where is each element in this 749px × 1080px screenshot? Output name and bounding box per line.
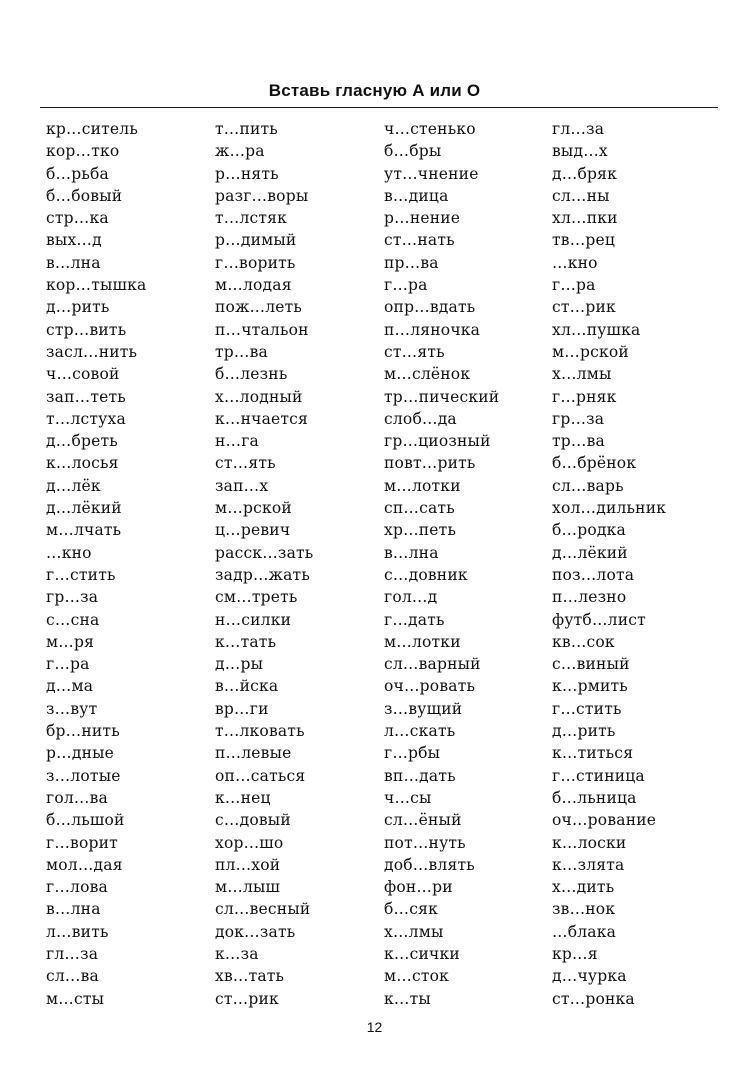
word-item: ж…ра	[215, 142, 265, 161]
word-item: г…рбы	[384, 744, 441, 763]
word-item: засл…нить	[46, 342, 138, 361]
word-item: п…левые	[215, 744, 292, 763]
word-item: вр…ги	[215, 699, 269, 718]
word-item: гл…за	[46, 944, 99, 963]
word-item: з…вут	[46, 699, 98, 718]
word-item: б…родка	[552, 521, 626, 540]
word-item: г…ра	[46, 655, 90, 674]
word-item: к…лоски	[552, 833, 627, 852]
word-item: ст…рик	[552, 298, 616, 317]
word-item: …кно	[46, 543, 92, 562]
word-item: в…лна	[384, 543, 439, 562]
word-item: см…треть	[215, 588, 298, 607]
word-item: сл…ны	[552, 186, 610, 205]
word-item: ст…нать	[384, 231, 455, 250]
word-item: д…чурка	[552, 967, 627, 986]
word-item: слоб…да	[384, 409, 457, 428]
word-item: пот…нуть	[384, 833, 466, 852]
word-item: м…лотки	[384, 632, 461, 651]
word-item: р…дные	[46, 744, 115, 763]
word-item: д…ры	[215, 655, 264, 674]
word-item: поз…лота	[552, 565, 635, 584]
word-item: зап…х	[215, 476, 269, 495]
word-item: гл…за	[552, 120, 605, 138]
word-item: сл…ва	[46, 967, 99, 986]
word-item: г…стить	[46, 565, 116, 584]
word-item: б…льница	[552, 788, 637, 807]
word-item: б…льшой	[46, 811, 125, 830]
word-item: зв…нок	[552, 900, 616, 919]
word-item: д…рить	[552, 722, 616, 741]
word-item: с…виный	[552, 655, 630, 674]
word-item: п…лезно	[552, 588, 627, 607]
word-column-2	[215, 118, 313, 1010]
word-item: п…чтальон	[215, 320, 309, 339]
word-item: г…ворит	[46, 833, 118, 852]
word-column-4	[552, 118, 666, 1010]
word-item: тр…пический	[384, 387, 500, 406]
word-item: мол…дая	[46, 855, 123, 874]
word-item: док…зать	[215, 922, 296, 941]
word-item: ст…рик	[215, 989, 279, 1008]
word-item: оч…рование	[552, 811, 657, 830]
word-item: вп…дать	[384, 766, 456, 785]
word-item: к…злята	[552, 855, 625, 874]
word-item: т…лстяк	[215, 209, 288, 228]
word-item: вых…д	[46, 231, 102, 250]
word-item: футб…лист	[552, 610, 646, 629]
word-item: ст…ять	[215, 454, 276, 473]
word-item: кр…я	[552, 944, 598, 963]
word-item: к…рмить	[552, 677, 628, 696]
word-item: повт…рить	[384, 454, 476, 473]
word-item: м…слёнок	[384, 365, 471, 384]
word-item: р…димый	[215, 231, 297, 250]
word-item: г…лова	[46, 878, 108, 897]
word-item: к…ты	[384, 989, 431, 1008]
word-item: к…сички	[384, 944, 460, 963]
page-title: Вставь гласную А или О	[268, 81, 481, 100]
word-item: п…ляночка	[384, 320, 481, 339]
word-item: т…пить	[215, 120, 278, 138]
word-item: пр…ва	[384, 253, 439, 272]
word-item: в…йска	[215, 677, 279, 696]
word-item: х…лмы	[384, 922, 444, 941]
word-item: м…сты	[46, 989, 105, 1008]
word-item: м…рской	[552, 342, 629, 361]
word-item: б…бры	[384, 142, 442, 161]
word-item: тр…ва	[215, 342, 268, 361]
word-item: б…лезнь	[215, 365, 288, 384]
word-item: к…тать	[215, 632, 277, 651]
word-item: д…рить	[46, 298, 110, 317]
word-item: бр…нить	[46, 722, 120, 741]
word-item: с…довник	[384, 565, 468, 584]
word-item: г…ра	[552, 276, 596, 295]
word-item: гр…за	[552, 409, 605, 428]
word-item: м…лыш	[215, 878, 281, 897]
word-item: с…довый	[215, 811, 291, 830]
word-item: к…титься	[552, 744, 634, 763]
word-item: ст…ять	[384, 342, 445, 361]
word-item: опр…вдать	[384, 298, 476, 317]
word-item: м…лодая	[215, 276, 292, 295]
word-item: фон…ри	[384, 878, 453, 897]
word-item: разг…воры	[215, 186, 309, 205]
word-item: н…га	[215, 432, 259, 451]
word-item: кор…тышка	[46, 276, 147, 295]
word-item: выд…х	[552, 142, 608, 161]
word-item: стр…ка	[46, 209, 109, 228]
word-item: кв…сок	[552, 632, 615, 651]
word-item: кр…ситель	[46, 120, 138, 138]
word-item: ц…ревич	[215, 521, 291, 540]
word-column-1	[46, 118, 147, 1010]
word-item: тр…ва	[552, 432, 605, 451]
word-item: л…скать	[384, 722, 456, 741]
word-item: д…ма	[46, 677, 94, 696]
word-item: к…лосья	[46, 454, 119, 473]
page-number: 12	[366, 1019, 383, 1035]
word-item: д…лёкий	[46, 499, 122, 518]
word-item: б…рьба	[46, 164, 109, 183]
word-item: х…лмы	[552, 365, 612, 384]
word-item: г…дать	[384, 610, 445, 629]
word-item: расск…зать	[215, 543, 314, 562]
word-item: м…сток	[384, 967, 450, 986]
word-item: д…лёк	[46, 476, 101, 495]
word-item: г…стиница	[552, 766, 645, 785]
word-item: м…лчать	[46, 521, 122, 540]
word-item: сл…варный	[384, 655, 481, 674]
word-item: ут…чнение	[384, 164, 479, 183]
word-item: х…дить	[552, 878, 615, 897]
word-item: хл…пки	[552, 209, 618, 228]
word-item: хл…пушка	[552, 320, 641, 339]
word-item: стр…вить	[46, 320, 127, 339]
word-item: г…рняк	[552, 387, 617, 406]
word-item: зап…теть	[46, 387, 126, 406]
word-item: оч…ровать	[384, 677, 476, 696]
word-item: м…лотки	[384, 476, 461, 495]
word-item: ч…совой	[46, 365, 120, 384]
word-item: м…ря	[46, 632, 95, 651]
word-item: х…лодный	[215, 387, 303, 406]
word-item: б…брёнок	[552, 454, 637, 473]
word-item: задр…жать	[215, 565, 310, 584]
word-item: сл…варь	[552, 476, 624, 495]
word-item: л…вить	[46, 922, 109, 941]
word-item: ч…сы	[384, 788, 432, 807]
word-item: р…нять	[215, 164, 279, 183]
word-item: хол…дильник	[552, 499, 667, 518]
word-item: сп…сать	[384, 499, 455, 518]
word-item: д…бряк	[552, 164, 617, 183]
word-item: т…лстуха	[46, 409, 126, 428]
word-item: пл…хой	[215, 855, 281, 874]
word-item: г…ворить	[215, 253, 296, 272]
word-item: гр…за	[46, 588, 99, 607]
word-item: в…лна	[46, 253, 101, 272]
word-item: тв…рец	[552, 231, 616, 250]
word-item: гол…д	[384, 588, 438, 607]
word-item: гр…циозный	[384, 432, 491, 451]
word-item: г…ра	[384, 276, 428, 295]
word-item: …кно	[552, 253, 598, 272]
word-item: б…бовый	[46, 186, 123, 205]
word-item: доб…влять	[384, 855, 475, 874]
word-item: т…лковать	[215, 722, 305, 741]
word-item: в…дица	[384, 186, 449, 205]
word-item: з…лотые	[46, 766, 121, 785]
word-item: сл…весный	[215, 900, 311, 919]
word-item: к…нец	[215, 788, 271, 807]
word-item: ч…стенько	[384, 120, 476, 138]
word-item: гол…ва	[46, 788, 108, 807]
word-item: д…лёкий	[552, 543, 628, 562]
word-item: в…лна	[46, 900, 101, 919]
word-item: оп…саться	[215, 766, 306, 785]
word-item: пож…леть	[215, 298, 303, 317]
word-item: хор…шо	[215, 833, 284, 852]
word-item: б…сяк	[384, 900, 438, 919]
word-item: хр…петь	[384, 521, 457, 540]
word-item: кор…тко	[46, 142, 120, 161]
word-item: з…вущий	[384, 699, 463, 718]
word-item: …блака	[552, 922, 617, 941]
word-item: р…нение	[384, 209, 461, 228]
word-item: м…рской	[215, 499, 292, 518]
word-item: с…сна	[46, 610, 100, 629]
word-item: г…стить	[552, 699, 622, 718]
word-column-3	[384, 118, 499, 1010]
word-item: д…бреть	[46, 432, 118, 451]
word-item: к…нчается	[215, 409, 309, 428]
word-item: н…силки	[215, 610, 292, 629]
word-item: сл…ёный	[384, 811, 462, 830]
title-divider	[40, 107, 718, 108]
word-item: хв…тать	[215, 967, 285, 986]
word-item: к…за	[215, 944, 259, 963]
word-item: ст…ронка	[552, 989, 635, 1008]
